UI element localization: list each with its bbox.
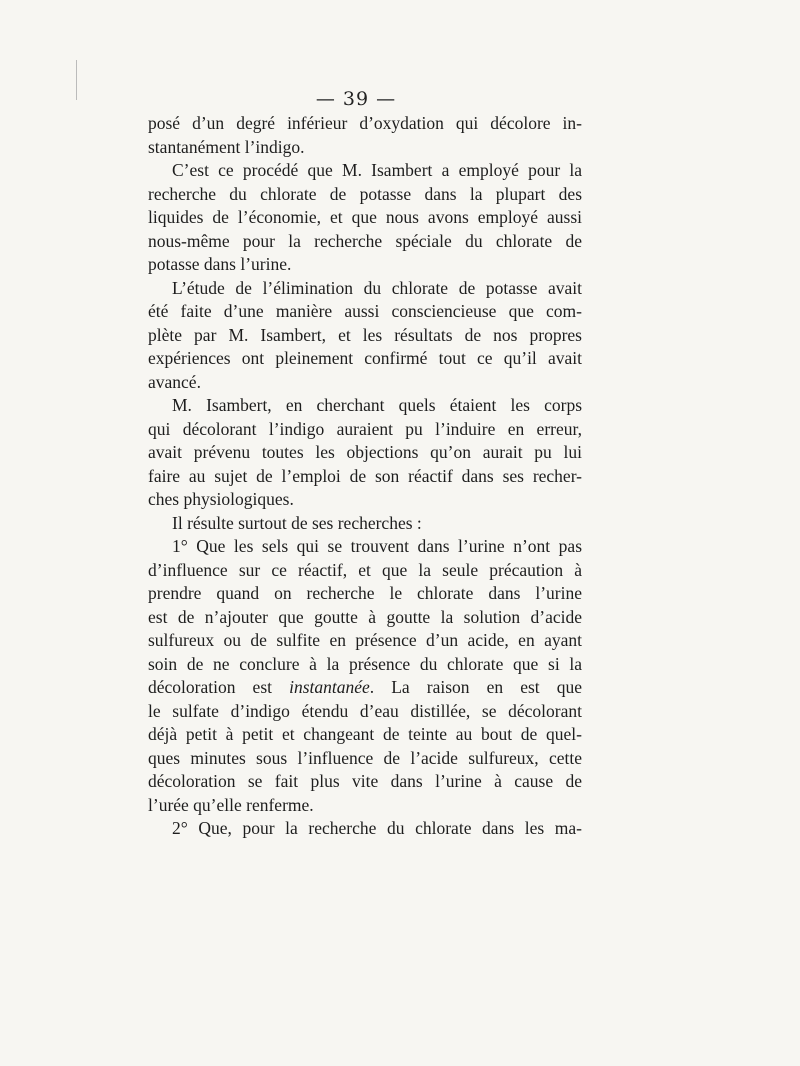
text-line: déjà petit à petit et changeant de teinte au bout de quel- <box>148 724 582 744</box>
text-line: L’étude de l’élimination du chlorate de potasse avait <box>172 277 582 298</box>
text-line: nous-même pour la recherche spéciale du chlorate de <box>148 230 582 251</box>
text-line: le sulfate d’indigo étendu d’eau distillée, se décolorant <box>148 700 582 721</box>
text-line: avait prévenu toutes les objections qu’on aurait pu lui <box>148 442 582 462</box>
body-text <box>148 112 582 841</box>
text-line: avancé. <box>148 371 201 392</box>
text-line: décoloration est instantanée. La raison en est que <box>148 677 583 697</box>
text-line: prendre quand on recherche le chlorate dans l’urine <box>148 583 582 603</box>
page-number: — 39 — <box>315 88 397 110</box>
text-line: C’est ce procédé que M. Isambert a employé pour la <box>172 160 582 180</box>
text-line: d’influence sur ce réactif, et que la seule précaution à <box>148 559 582 580</box>
text-line: ques minutes sous l’influence de l’acide sulfureux, cette <box>148 747 582 768</box>
text-line: 2° Que, pour la recherche du chlorate dans les ma- <box>172 818 582 838</box>
text-line: expériences ont pleinement confirmé tout ce qu’il avait <box>148 348 582 368</box>
text-line: liquides de l’économie, et que nous avons employé aussi <box>148 207 582 227</box>
text-line: sulfureux ou de sulfite en présence d’un acide, en ayant <box>148 630 582 650</box>
text-line: décoloration se fait plus vite dans l’urine à cause de <box>148 771 582 791</box>
text-line: posé d’un degré inférieur d’oxydation qui décolore in- <box>148 113 582 133</box>
text-line: stantanément l’indigo. <box>148 136 305 157</box>
text-line: Il résulte surtout de ses recherches : <box>172 512 422 533</box>
text-line: soin de ne conclure à la présence du chlorate que si la <box>148 653 582 674</box>
text-line: plète par M. Isambert, et les résultats de nos propres <box>148 324 582 345</box>
text-line: 1° Que les sels qui se trouvent dans l’urine n’ont pas <box>172 536 582 556</box>
text-line: faire au sujet de l’emploi de son réactif dans ses recher- <box>148 465 582 486</box>
text-line: été faite d’une manière aussi consciencieuse que com- <box>148 301 582 321</box>
text-line: ches physiologiques. <box>148 489 294 509</box>
text-line: potasse dans l’urine. <box>148 254 292 274</box>
text-line: qui décolorant l’indigo auraient pu l’induire en erreur, <box>148 418 582 439</box>
text-line: M. Isambert, en cherchant quels étaient les corps <box>172 395 582 415</box>
text-line: recherche du chlorate de potasse dans la plupart des <box>148 183 582 204</box>
text-line: est de n’ajouter que goutte à goutte la solution d’acide <box>148 606 582 627</box>
italic-word: instantanée <box>289 677 370 697</box>
text-line: l’urée qu’elle renferme. <box>148 794 314 815</box>
